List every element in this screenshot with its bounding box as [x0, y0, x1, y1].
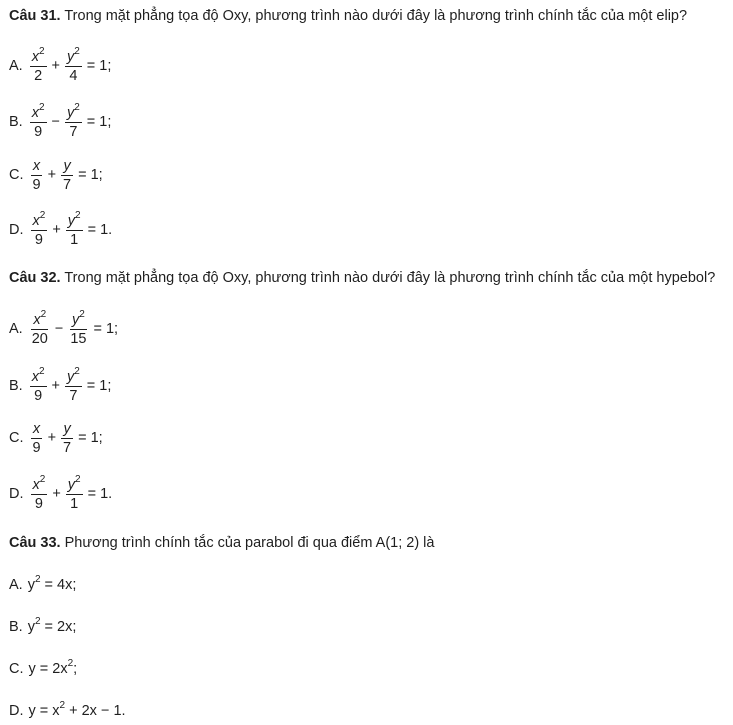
question-31-text: Trong mặt phẳng tọa độ Oxy, phương trình nào dưới đây là phương trình chính tắc của một elip?: [60, 8, 688, 24]
option-letter: B.: [9, 619, 23, 635]
option-letter: A.: [9, 577, 23, 593]
question-32: [9, 268, 715, 288]
question-33-option-c: C. $y = 2x^2$;: [9, 658, 78, 677]
option-letter: B.: [9, 114, 23, 130]
question-32-option-b: B. $\frac{x^2}{9}$ + $\frac{y^2}{7}$ = 1;: [9, 365, 112, 404]
question-33-text: Phương trình chính tắc của parabol đi qua điểm A(1; 2) là: [60, 535, 435, 551]
fraction: $\frac{y^2}{15}$: [70, 308, 87, 347]
question-31-option-d: D. $\frac{x^2}{9}$ + $\frac{y^2}{1}$ = 1.: [9, 209, 113, 248]
question-32-option-c: C. $\frac{x}{9}$ + $\frac{y}{7}$ = 1;: [9, 420, 103, 456]
question-33: [9, 533, 434, 553]
question-31-option-b: B. $\frac{x^2}{9}$ − $\frac{y^2}{7}$ = 1;: [9, 101, 112, 140]
option-letter: A.: [9, 321, 23, 337]
fraction: $\frac{x^2}{9}$: [31, 365, 45, 404]
option-letter: D.: [9, 222, 24, 238]
fraction: $\frac{y^2}{7}$: [66, 365, 80, 404]
fraction: $\frac{y^2}{1}$: [67, 473, 81, 512]
fraction: $\frac{x^2}{20}$: [31, 308, 48, 347]
question-33-option-b: B. $y^2 = 2x$;: [9, 616, 77, 635]
fraction: $\frac{x^2}{9}$: [32, 209, 46, 248]
option-letter: B.: [9, 378, 23, 394]
fraction: $\frac{x^2}{9}$: [32, 473, 46, 512]
fraction: $\frac{x^2}{2}$: [31, 45, 45, 84]
option-letter: C.: [9, 661, 24, 677]
fraction: $\frac{y}{7}$: [63, 157, 72, 193]
fraction: $\frac{x}{9}$: [32, 420, 41, 456]
option-letter: D.: [9, 703, 24, 719]
option-letter: D.: [9, 486, 24, 502]
fraction: $\frac{y^2}{1}$: [67, 209, 81, 248]
question-31-label: Câu 31.: [9, 8, 61, 24]
question-31-option-c: C. $\frac{x}{9}$ + $\frac{y}{7}$ = 1;: [9, 157, 103, 193]
question-32-option-a: A. $\frac{x^2}{20}$ − $\frac{y^2}{15}$ = 1;: [9, 308, 119, 347]
fraction: $\frac{y^2}{4}$: [66, 45, 80, 84]
option-letter: C.: [9, 430, 24, 446]
fraction: $\frac{y}{7}$: [63, 420, 72, 456]
question-33-option-a: A. $y^2 = 4x$;: [9, 574, 77, 593]
option-letter: A.: [9, 58, 23, 74]
document-page: [9, 0, 729, 725]
fraction: $\frac{x}{9}$: [32, 157, 41, 193]
question-31-option-a: A. $\frac{x^2}{2}$ + $\frac{y^2}{4}$ = 1;: [9, 45, 112, 84]
question-32-label: Câu 32.: [9, 270, 61, 286]
question-32-option-d: D. $\frac{x^2}{9}$ + $\frac{y^2}{1}$ = 1.: [9, 473, 113, 512]
fraction: $\frac{x^2}{9}$: [31, 101, 45, 140]
question-31: [9, 6, 687, 26]
option-letter: C.: [9, 167, 24, 183]
fraction: $\frac{y^2}{7}$: [66, 101, 80, 140]
question-32-text: Trong mặt phẳng tọa độ Oxy, phương trình nào dưới đây là phương trình chính tắc của một hypebol?: [60, 270, 716, 286]
question-33-label: Câu 33.: [9, 535, 61, 551]
question-33-option-d: D. $y = x^2 + 2x - 1$.: [9, 700, 126, 719]
